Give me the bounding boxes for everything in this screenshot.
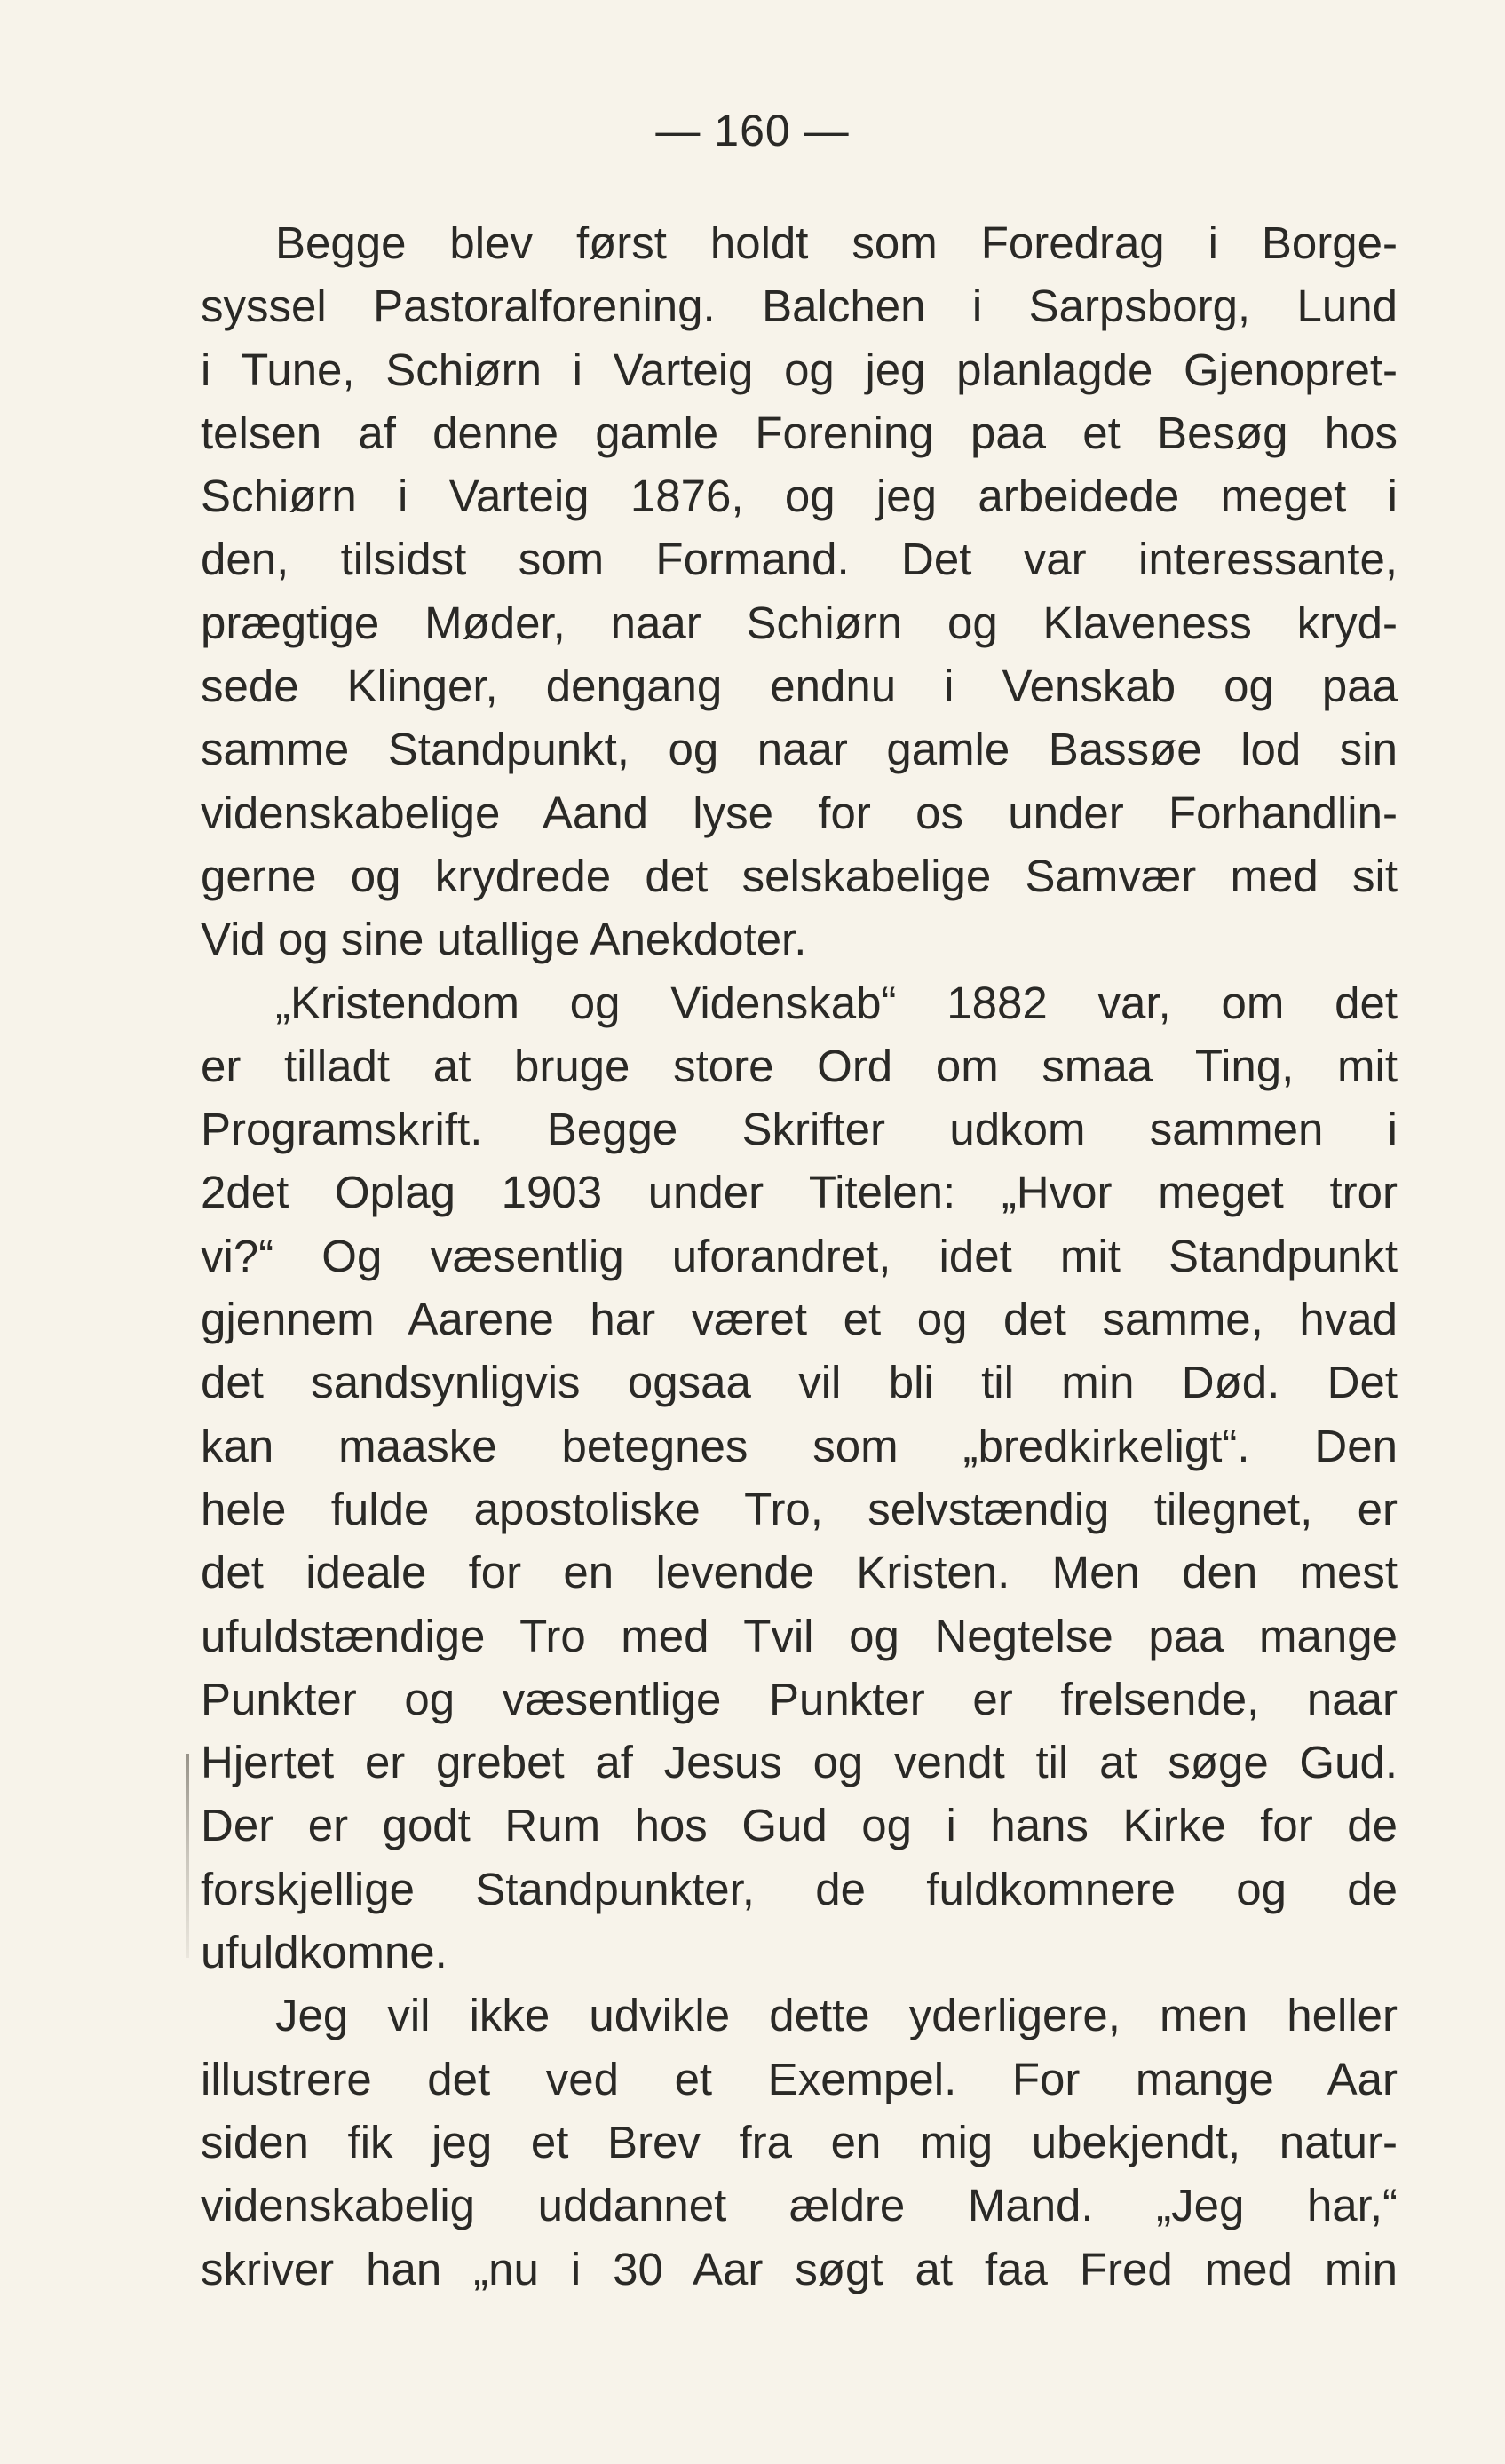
text-line: gjennem Aarene har været et og det samme, hvad <box>201 1294 1398 1345</box>
text-line: Jeg vil ikke udvikle dette yderligere, men heller <box>275 1990 1398 2041</box>
margin-pencil-mark <box>186 1754 189 1958</box>
text-line: ufuldkomne. <box>201 1927 448 1978</box>
text-line: Hjertet er grebet af Jesus og vendt til at søge Gud. <box>201 1737 1398 1788</box>
text-line: Schiørn i Varteig 1876, og jeg arbeidede meget i <box>201 471 1398 522</box>
text-line: „Kristendom og Videnskab“ 1882 var, om det <box>275 977 1398 1028</box>
text-line: vi?“ Og væsentlig uforandret, idet mit Standpunkt <box>201 1230 1398 1281</box>
text-line: 2det Oplag 1903 under Titelen: „Hvor meget tror <box>201 1167 1398 1218</box>
text-line: Begge blev først holdt som Foredrag i Borge- <box>275 218 1398 268</box>
text-line: forskjellige Standpunkter, de fuldkomnere og de <box>201 1863 1398 1914</box>
text-line: hele fulde apostoliske Tro, selvstændig tilegnet, er <box>201 1483 1398 1534</box>
text-line: samme Standpunkt, og naar gamle Bassøe lod sin <box>201 724 1398 775</box>
text-line: sede Klinger, dengang endnu i Venskab og paa <box>201 661 1398 712</box>
text-line: det ideale for en levende Kristen. Men den mest <box>201 1547 1398 1598</box>
text-line: siden fik jeg et Brev fra en mig ubekjendt, natur- <box>201 2116 1398 2167</box>
text-line: telsen af denne gamle Forening paa et Besøg hos <box>201 407 1398 458</box>
text-line: i Tune, Schiørn i Varteig og jeg planlagde Gjenopret- <box>201 344 1398 395</box>
text-line: Der er godt Rum hos Gud og i hans Kirke for de <box>201 1800 1398 1851</box>
text-line: gerne og krydrede det selskabelige Samvær med sit <box>201 850 1398 901</box>
text-line: Vid og sine utallige Anekdoter. <box>201 914 807 965</box>
text-line: prægtige Møder, naar Schiørn og Klaveness kryd- <box>201 597 1398 648</box>
page-number: — 160 — <box>655 106 850 155</box>
text-line: Programskrift. Begge Skrifter udkom sammen i <box>201 1104 1398 1155</box>
text-line: kan maaske betegnes som „bredkirkeligt“. Den <box>201 1420 1398 1471</box>
text-line: syssel Pastoralforening. Balchen i Sarpsborg, Lund <box>201 281 1398 332</box>
body-text <box>201 211 1398 2301</box>
text-line: ufuldstændige Tro med Tvil og Negtelse paa mange <box>201 1610 1398 1661</box>
text-line: videnskabelig uddannet ældre Mand. „Jeg har,“ <box>201 2180 1398 2231</box>
text-line: illustrere det ved et Exempel. For mange Aar <box>201 2053 1398 2104</box>
text-line: skriver han „nu i 30 Aar søgt at faa Fred med min <box>201 2243 1398 2294</box>
text-line: den, tilsidst som Formand. Det var interessante, <box>201 534 1398 585</box>
text-line: videnskabelige Aand lyse for os under Forhandlin- <box>201 787 1398 838</box>
text-line: er tilladt at bruge store Ord om smaa Ting, mit <box>201 1040 1398 1091</box>
text-line: det sandsynligvis ogsaa vil bli til min Død. Det <box>201 1357 1398 1408</box>
text-line: Punkter og væsentlige Punkter er frelsende, naar <box>201 1673 1398 1724</box>
